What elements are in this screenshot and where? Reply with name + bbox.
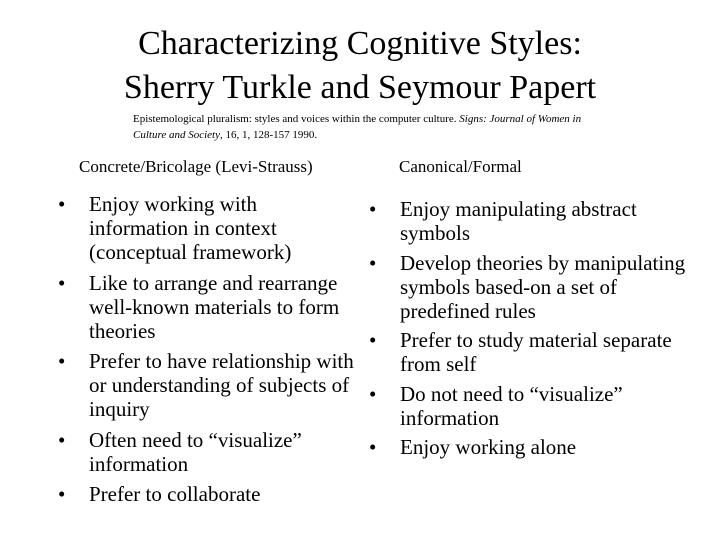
list-item-text: Do not need to “visualize” information	[400, 381, 623, 430]
list-item-text: Often need to “visualize” information	[89, 427, 302, 476]
slide-title	[0, 22, 720, 110]
bullet-icon: •	[369, 250, 377, 275]
list-item-text: Prefer to collaborate	[89, 482, 261, 506]
list-item	[58, 349, 358, 421]
list-item-text: Prefer to study material separate from self	[400, 328, 672, 376]
citation-details: , 16, 1, 128-157 1990.	[219, 129, 318, 141]
citation-text: Epistemological pluralism: styles and voices within the computer culture.	[133, 113, 460, 125]
list-item	[369, 328, 709, 376]
list-item-text: Like to arrange and rearrange well-known materials to form theories	[89, 270, 340, 343]
bullet-icon: •	[369, 381, 377, 406]
list-item	[369, 382, 709, 430]
bullet-icon: •	[58, 270, 66, 295]
bullet-icon: •	[58, 192, 66, 216]
left-bullet-list	[58, 192, 358, 513]
slide-title-line-2: Sherry Turkle and Seymour Papert	[123, 69, 597, 106]
list-item	[369, 251, 709, 323]
right-column-heading: Canonical/Formal	[399, 157, 522, 176]
bullet-icon: •	[369, 435, 377, 459]
list-item	[58, 271, 358, 343]
list-item-text: Develop theories by manipulating symbols based-on a set of predefined rules	[400, 250, 686, 323]
left-column-heading: Concrete/Bricolage (Levi-Strauss)	[79, 157, 313, 176]
list-item-text: Enjoy working with information in context (conceptual framework)	[89, 192, 292, 264]
list-item-text: Prefer to have relationship with or understanding of subjects of inquiry	[89, 349, 354, 421]
list-item	[369, 197, 709, 245]
bullet-icon: •	[58, 482, 66, 506]
bullet-icon: •	[369, 197, 377, 221]
right-bullet-list	[369, 197, 709, 465]
slide-title-line-1: Characterizing Cognitive Styles:	[138, 25, 582, 62]
bullet-icon: •	[369, 328, 377, 352]
citation	[133, 111, 603, 143]
bullet-icon: •	[58, 427, 66, 452]
list-item-text: Enjoy manipulating abstract symbols	[400, 197, 637, 245]
list-item	[369, 435, 709, 459]
list-item-text: Enjoy working alone	[400, 435, 577, 459]
list-item	[58, 482, 358, 506]
bullet-icon: •	[58, 349, 66, 373]
list-item	[58, 192, 358, 264]
citation-journal: Signs: Journal of Women in Culture and Society	[133, 113, 582, 141]
list-item	[58, 428, 358, 476]
